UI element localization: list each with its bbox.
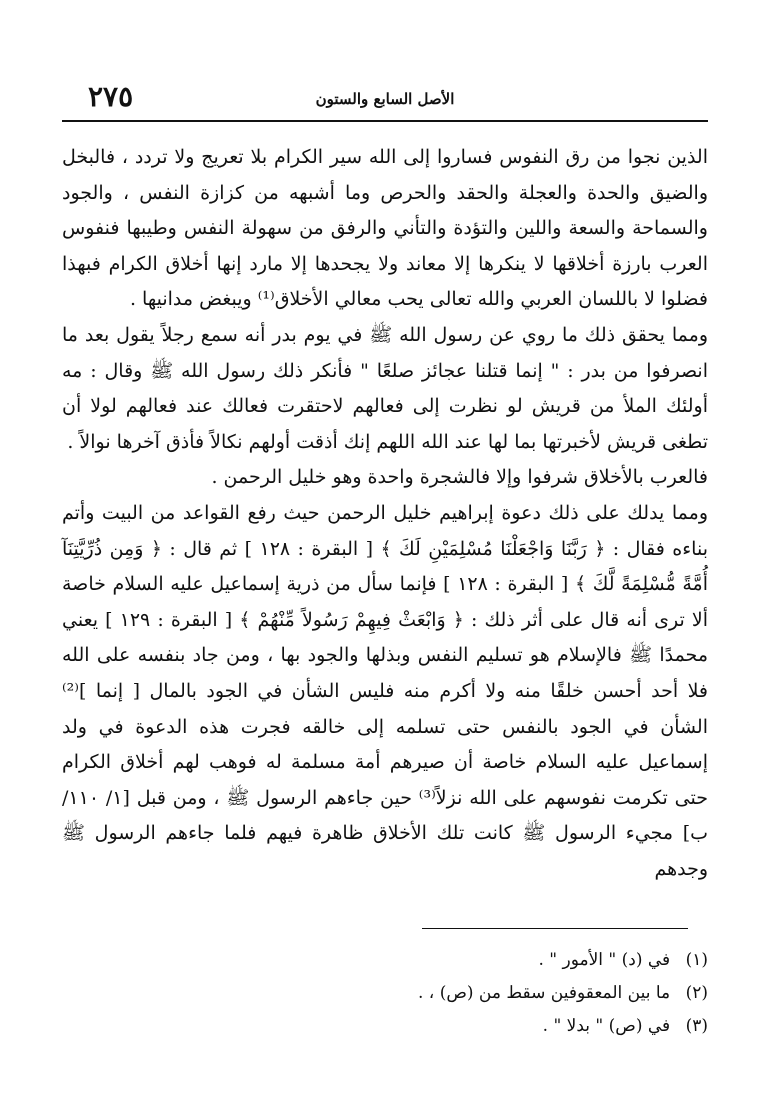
running-title: الأصل السابع والستون: [315, 90, 455, 108]
paragraph: فالعرب بالأخلاق شرفوا وإلا فالشجرة واحدة وهو خليل الرحمن .: [211, 466, 708, 489]
page-number: ٢٧٥: [88, 80, 134, 113]
footnotes: [62, 944, 708, 1043]
page-header: [62, 78, 708, 122]
footnote: [62, 944, 708, 977]
paragraph: ومما يحقق ذلك ما روي عن رسول الله ﷺ في يوم بدر أنه سمع رجلاً يقول بعد ما انصرفوا من بدر : " إنما قتلنا عجائز صلعًا " فأنكر ذلك رسول الله ﷺ وقال : مه أولئك الملأ من قريش لو نظرت إلى فعالهم لاحتقرت فعالك عند فعالهم لولا أن تطغى قريش لأخبرتها بما لها عند الله اللهم إنك أذقت أولهم نكالاً فأذق آخرها نوالاً .: [62, 323, 708, 453]
footnote-text: في (ص) " بدلا " .: [542, 1016, 671, 1036]
footnote-separator: [422, 928, 688, 929]
paragraph: الذين نجوا من رق النفوس فساروا إلى الله سير الكرام بلا تعريج ولا تردد ، فالبخل والضيق والحدة والعجلة والحقد والحرص وما أشبهه من كزازة النفس ، والجود والسماحة والسعة واللين والتؤدة والتأني والرفق من سهولة النفس وطيبها فنفوس العرب بارزة أخلاقها لا ينكرها إلا معاند ولا يجحدها إلا مارد إنها أخلاق الكرام فبهذا فضلوا لا باللسان العربي والله تعالى يحب معالي الأخلاق⁽¹⁾ ويبغض مدانيها .: [62, 146, 708, 311]
footnote: [62, 977, 708, 1010]
footnote-number: (١): [685, 950, 708, 970]
footnote-number: (٢): [685, 983, 708, 1003]
paragraph: ومما يدلك على ذلك دعوة إبراهيم خليل الرحمن حيث رفع القواعد من البيت وأتم بناءه فقال : ﴿ رَبَّنَا وَاجْعَلْنَا مُسْلِمَيْنِ لَكَ ﴾ [ البقرة : ١٢٨ ] ثم قال : ﴿ وَمِن ذُرِّيَّتِنَآ أُمَّةً مُّسْلِمَةً لَّكَ ﴾ [ البقرة : ١٢٨ ] فإنما سأل من ذرية إسماعيل عليه السلام خاصة ألا ترى أنه قال على أثر ذلك : ﴿ وَابْعَثْ فِيهِمْ رَسُولاً مِّنْهُمْ ﴾ [ البقرة : ١٢٩ ] يعني محمدًا ﷺ فالإسلام هو تسليم النفس وبذلها والجود بها ، ومن جاد بنفسه على الله فلا أحد أحسن خلقًا منه ولا أكرم منه فليس الشأن في الجود بالمال [ إنما ]⁽²⁾ الشأن في الجود بالنفس حتى تسلمه إلى خالقه فجرت هذه الدعوة في ولد إسماعيل عليه السلام خاصة أن صيرهم أمة مسلمة له فوهب لهم أخلاق الكرام حتى تكرمت نفوسهم على الله نزلاً⁽³⁾ حين جاءهم الرسول ﷺ ، ومن قبل [١/ ١١٠/ ب] مجيء الرسول ﷺ كانت تلك الأخلاق ظاهرة فيهم فلما جاءهم الرسول ﷺ وجدهم: [62, 501, 709, 880]
footnote: [62, 1010, 708, 1043]
main-text: [62, 140, 708, 887]
footnote-text: في (د) " الأمور " .: [538, 950, 671, 970]
footnote-number: (٣): [685, 1016, 708, 1036]
footnote-text: ما بين المعقوفين سقط من (ص) ، .: [418, 983, 671, 1003]
